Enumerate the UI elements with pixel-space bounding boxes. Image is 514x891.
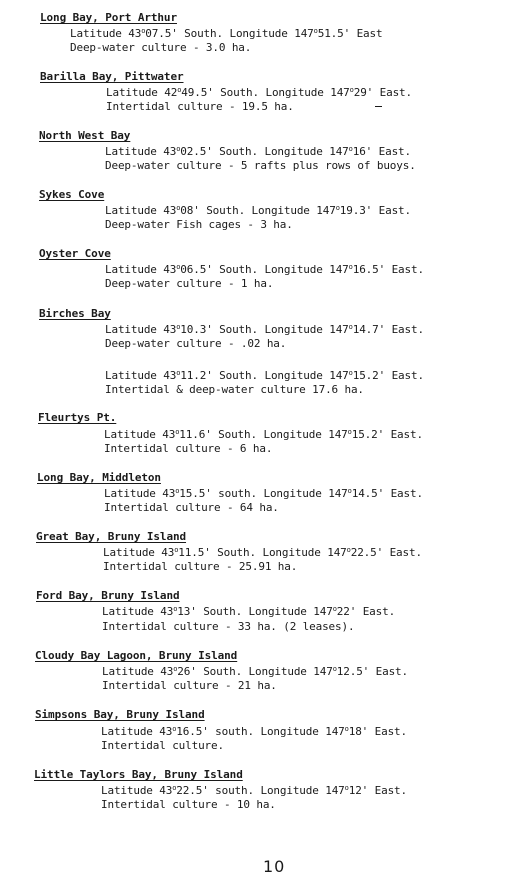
latitude-hemisphere: South. [219,369,258,382]
latitude-degrees: 43 [163,369,177,382]
longitude-label: Longitude [248,665,307,678]
culture-line: Intertidal culture - 25.91 ha. [103,560,298,573]
latitude-minutes: 08 [180,204,194,217]
latitude-minutes: 26 [177,665,191,678]
longitude-degrees: 147 [313,665,333,678]
longitude-hemisphere: East. [391,263,424,276]
latitude-hemisphere: South. [206,204,246,217]
culture-line: Intertidal culture - 19.5 ha. [106,100,294,113]
longitude-minutes: 16 [352,145,366,158]
longitude-label: Longitude [265,86,324,99]
longitude-hemisphere: East. [379,86,412,99]
longitude-minutes: 19.3 [339,204,366,217]
coordinates-line: Latitude 43$^o$10.3' South. Longitude 147$^o$14.7' East. [105,323,424,336]
longitude-label: Longitude [262,546,321,559]
latitude-hemisphere: South. [203,605,243,618]
longitude-degrees: 147 [294,27,314,40]
longitude-hemisphere: East. [391,323,424,336]
latitude-label: Latitude [101,725,153,738]
latitude-degrees: 43 [162,428,176,441]
location-title: North West Bay [39,129,131,142]
latitude-label: Latitude [103,546,155,559]
latitude-minutes: 11.2 [180,369,207,382]
latitude-degrees: 43 [162,487,176,500]
longitude-degrees: 147 [329,323,349,336]
latitude-degrees: 43 [160,605,174,618]
coordinates-line: Latitude 43$^o$07.5' South. Longitude 147$^o$51.5' East [70,27,383,40]
longitude-minutes: 22.5 [350,546,377,559]
longitude-label: Longitude [263,428,322,441]
latitude-hemisphere: south. [215,784,254,797]
longitude-label: Longitude [264,369,323,382]
longitude-degrees: 147 [329,263,349,276]
longitude-minutes: 15.2 [351,428,378,441]
longitude-hemisphere: East. [391,369,424,382]
longitude-minutes: 12.5 [336,665,363,678]
coordinates-line: Latitude 43$^o$22.5' south. Longitude 147$^o$12' East. [101,784,407,797]
latitude-minutes: 02.5 [180,145,207,158]
longitude-degrees: 147 [325,725,345,738]
latitude-degrees: 43 [160,665,174,678]
latitude-label: Latitude [105,204,157,217]
coordinates-line: Latitude 43$^o$13' South. Longitude 147$^o$22' East. [102,605,396,618]
culture-line: Intertidal culture. [101,739,224,752]
longitude-minutes: 29 [353,86,367,99]
longitude-minutes: 22 [336,605,350,618]
culture-line: Intertidal culture - 33 ha. (2 leases). [102,620,355,633]
longitude-hemisphere: East. [378,145,411,158]
culture-line: Intertidal culture - 6 ha. [104,442,273,455]
coordinates-line: Latitude 43$^o$08' South. Longitude 147$^o$19.3' East. [105,204,411,217]
latitude-degrees: 43 [159,725,173,738]
latitude-hemisphere: South. [220,86,259,99]
culture-line: Deep-water culture - 3.0 ha. [70,41,252,54]
latitude-hemisphere: South. [219,145,258,158]
latitude-label: Latitude [102,605,154,618]
latitude-degrees: 43 [159,784,173,797]
latitude-degrees: 43 [163,145,177,158]
latitude-minutes: 11.6 [179,428,206,441]
longitude-degrees: 147 [327,546,347,559]
culture-line: Intertidal culture - 64 ha. [104,501,279,514]
longitude-label: Longitude [260,725,319,738]
longitude-label: Longitude [251,204,310,217]
location-title: Birches Bay [39,307,111,320]
latitude-label: Latitude [105,263,157,276]
longitude-minutes: 14.5 [351,487,378,500]
coordinates-line: Latitude 43$^o$11.2' South. Longitude 147$^o$15.2' East. [105,369,424,382]
coordinates-line: Latitude 43$^o$02.5' South. Longitude 147$^o$16' East. [105,145,411,158]
latitude-hemisphere: south. [218,487,257,500]
location-title: Oyster Cove [39,247,111,260]
latitude-label: Latitude [70,27,122,40]
longitude-hemisphere: East. [390,487,423,500]
longitude-degrees: 147 [328,487,348,500]
latitude-label: Latitude [106,86,158,99]
longitude-label: Longitude [264,323,323,336]
location-title: Little Taylors Bay, Bruny Island [34,768,243,781]
longitude-label: Longitude [229,27,288,40]
latitude-label: Latitude [105,145,157,158]
longitude-hemisphere: East. [362,605,396,618]
latitude-minutes: 15.5 [179,487,206,500]
longitude-label: Longitude [260,784,319,797]
culture-line: Deep-water Fish cages - 3 ha. [105,218,293,231]
latitude-degrees: 43 [128,27,142,40]
latitude-label: Latitude [101,784,153,797]
culture-line: Intertidal culture - 21 ha. [102,679,277,692]
location-title: Long Bay, Middleton [37,471,161,484]
culture-line: Deep-water culture - 5 rafts plus rows of buoys. [105,159,416,172]
longitude-minutes: 14.7 [352,323,379,336]
longitude-degrees: 147 [329,369,349,382]
latitude-degrees: 43 [163,204,177,217]
longitude-minutes: 51.5 [317,27,344,40]
culture-line: Deep-water culture - .02 ha. [105,337,287,350]
location-title: Fleurtys Pt. [38,411,117,424]
longitude-label: Longitude [264,263,323,276]
coordinates-line: Latitude 43$^o$11.5' South. Longitude 147$^o$22.5' East. [103,546,422,559]
longitude-degrees: 147 [325,784,345,797]
latitude-degrees: 43 [163,263,177,276]
coordinates-line: Latitude 43$^o$16.5' south. Longitude 147$^o$18' East. [101,725,407,738]
latitude-label: Latitude [105,369,157,382]
latitude-minutes: 11.5 [178,546,205,559]
longitude-hemisphere: East. [374,725,407,738]
longitude-label: Longitude [248,605,307,618]
stray-dash-mark [375,106,382,107]
latitude-label: Latitude [105,323,157,336]
longitude-degrees: 147 [313,605,333,618]
location-title: Great Bay, Bruny Island [36,530,187,543]
latitude-minutes: 16.5 [176,725,203,738]
latitude-hemisphere: South. [203,665,243,678]
longitude-hemisphere: East. [374,784,407,797]
coordinates-line: Latitude 43$^o$06.5' South. Longitude 147$^o$16.5' East. [105,263,424,276]
culture-line: Intertidal culture - 10 ha. [101,798,276,811]
latitude-minutes: 10.3 [180,323,207,336]
longitude-degrees: 147 [316,204,336,217]
culture-line: Deep-water culture - 1 ha. [105,277,274,290]
longitude-hemisphere: East. [378,204,411,217]
latitude-minutes: 22.5 [176,784,203,797]
latitude-label: Latitude [102,665,154,678]
coordinates-line: Latitude 43$^o$11.6' South. Longitude 147$^o$15.2' East. [104,428,423,441]
location-title: Long Bay, Port Arthur [40,11,177,24]
longitude-label: Longitude [264,145,323,158]
latitude-degrees: 43 [161,546,175,559]
latitude-minutes: 13 [177,605,191,618]
longitude-hemisphere: East. [390,428,423,441]
longitude-minutes: 15.2 [352,369,379,382]
latitude-minutes: 07.5 [145,27,172,40]
latitude-hemisphere: South. [218,428,257,441]
latitude-degrees: 43 [163,323,177,336]
latitude-hemisphere: South. [219,323,258,336]
longitude-hemisphere: East. [375,665,408,678]
latitude-hemisphere: South. [219,263,258,276]
longitude-minutes: 16.5 [352,263,379,276]
latitude-hemisphere: south. [215,725,254,738]
longitude-hemisphere: East. [389,546,422,559]
location-title: Cloudy Bay Lagoon, Bruny Island [35,649,238,662]
longitude-degrees: 147 [329,145,349,158]
latitude-degrees: 42 [164,86,178,99]
latitude-hemisphere: South. [217,546,256,559]
location-title: Sykes Cove [39,188,105,201]
latitude-hemisphere: South. [184,27,223,40]
location-title: Ford Bay, Bruny Island [36,589,180,602]
culture-line: Intertidal & deep-water culture 17.6 ha. [105,383,364,396]
coordinates-line: Latitude 43$^o$26' South. Longitude 147$^o$12.5' East. [102,665,408,678]
page-number: 10 [263,857,286,876]
longitude-label: Longitude [263,487,322,500]
latitude-minutes: 49.5 [181,86,208,99]
longitude-degrees: 147 [330,86,350,99]
longitude-minutes: 12 [348,784,362,797]
latitude-label: Latitude [104,428,156,441]
location-title: Barilla Bay, Pittwater [40,70,184,83]
coordinates-line: Latitude 43$^o$15.5' south. Longitude 147$^o$14.5' East. [104,487,423,500]
longitude-hemisphere: East [356,27,383,40]
location-title: Simpsons Bay, Bruny Island [35,708,205,721]
longitude-degrees: 147 [328,428,348,441]
latitude-minutes: 06.5 [180,263,207,276]
coordinates-line: Latitude 42$^o$49.5' South. Longitude 147$^o$29' East. [106,86,412,99]
longitude-minutes: 18 [348,725,362,738]
latitude-label: Latitude [104,487,156,500]
